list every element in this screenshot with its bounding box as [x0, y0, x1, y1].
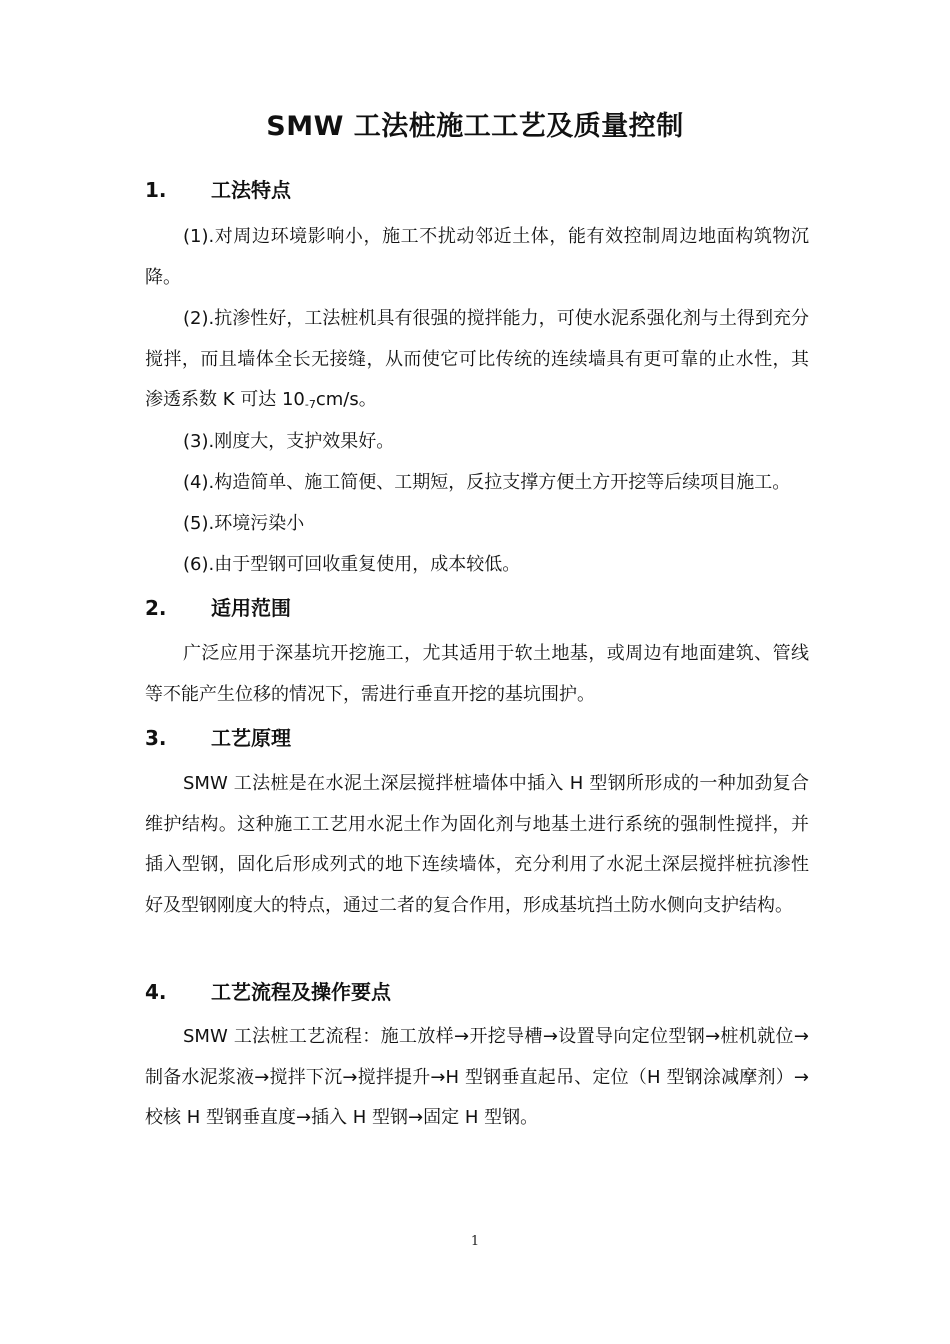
page-number: 1: [470, 1234, 480, 1249]
feature-item-6: (6).由于型钢可回收重复使用，成本较低。: [183, 554, 521, 575]
section-3-number: 3.: [145, 726, 167, 750]
section-1-number: 1.: [145, 178, 167, 202]
feature-item-3: (3).刚度大，支护效果好。: [183, 431, 395, 452]
feature-item-1: (1).对周边环境影响小，施工不扰动邻近土体，能有效控制周边地面构筑物沉降。: [145, 226, 809, 288]
section-1-heading: [145, 174, 291, 203]
section-4-title: 工艺流程及操作要点: [211, 980, 391, 1004]
feature-item-2-unit: cm/s。: [315, 389, 377, 410]
section-3-title: 工艺原理: [211, 726, 291, 750]
section-1-title: 工法特点: [211, 178, 291, 202]
feature-item-2-text: (2).抗渗性好，工法桩机具有很强的搅拌能力，可使水泥系强化剂与土得到充分搅拌，而且墙体全长无接缝，从而使它可比传统的连续墙具有更可靠的止水性，其渗透系数 K 可达 10: [145, 308, 809, 410]
feature-item-2: [145, 299, 809, 426]
feature-item-4: (4).构造简单、施工简便、工期短，反拉支撑方便土方开挖等后续项目施工。: [183, 472, 791, 493]
feature-item-5: (5).环境污染小: [183, 513, 305, 534]
principle-paragraph: SMW 工法桩是在水泥土深层搅拌桩墙体中插入 H 型钢所形成的一种加劲复合维护结构。这种施工工艺用水泥土作为固化剂与地基土进行系统的强制性搅拌，并插入型钢，固化后形成列式的地下连续墙体，充分利用了水泥土深层搅拌桩抗渗性好及型钢刚度大的特点，通过二者的复合作用，形成基坑挡土防水侧向支护结构。: [145, 773, 809, 916]
scope-paragraph: 广泛应用于深基坑开挖施工，尤其适用于软土地基，或周边有地面建筑、管线等不能产生位移的情况下，需进行垂直开挖的基坑围护。: [145, 643, 809, 705]
section-2-number: 2.: [145, 596, 167, 620]
section-3-heading: [145, 722, 291, 751]
section-2-title: 适用范围: [211, 596, 291, 620]
process-paragraph: SMW 工法桩工艺流程：施工放样→开挖导槽→设置导向定位型钢→桩机就位→制备水泥浆液→搅拌下沉→搅拌提升→H 型钢垂直起吊、定位（H 型钢涂减摩剂）→校核 H 型钢垂直度→插入 H 型钢→固定 H 型钢。: [145, 1026, 809, 1128]
document-title: SMW 工法桩施工工艺及质量控制: [266, 111, 684, 142]
section-4-heading: [145, 976, 391, 1005]
section-4-number: 4.: [145, 980, 167, 1004]
section-2-heading: [145, 592, 291, 621]
feature-item-2-exponent: -7: [304, 398, 316, 411]
